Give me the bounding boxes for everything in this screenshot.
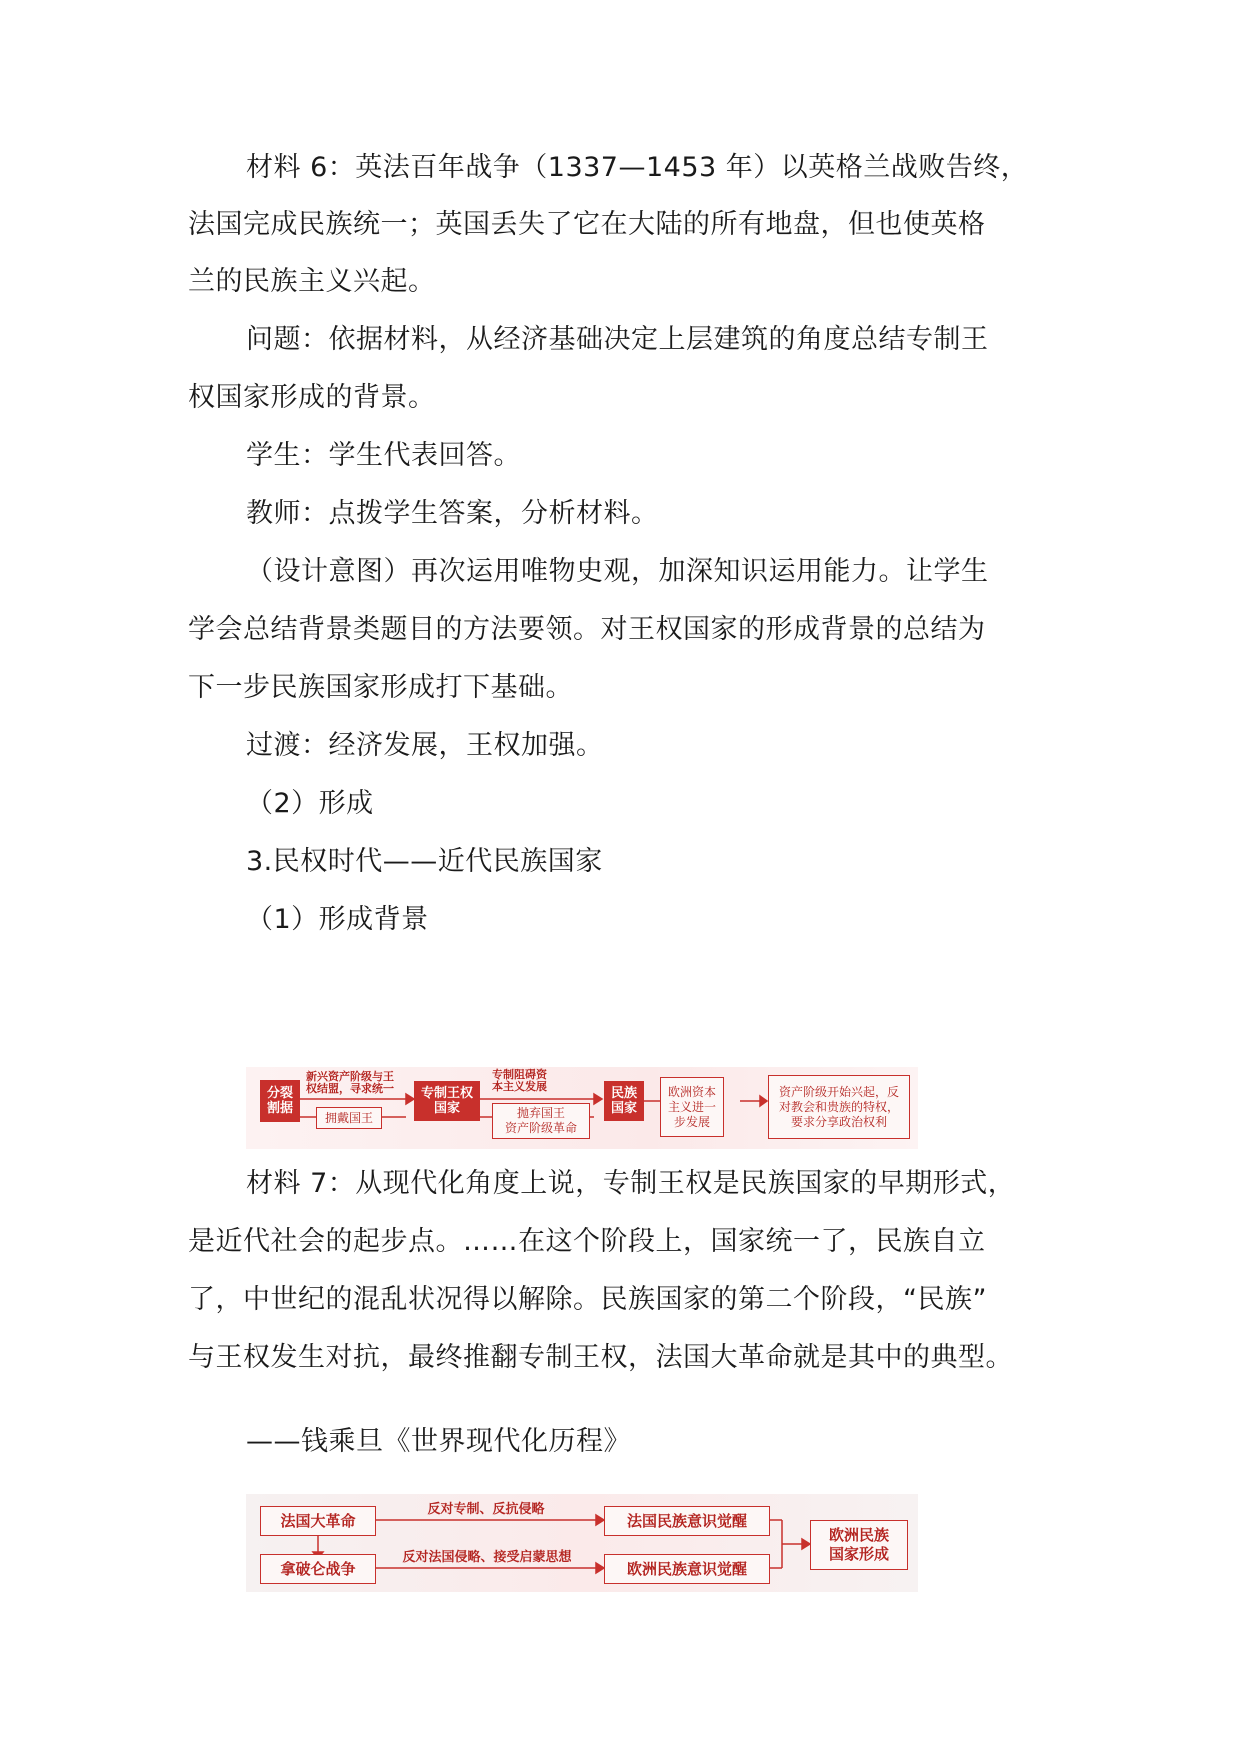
box-fragmentation: 分裂 割据: [260, 1080, 300, 1122]
material-7-line-4: 与王权发生对抗，最终推翻专制王权，法国大革命就是其中的典型。: [188, 1342, 1013, 1373]
heading-section-3: 3.民权时代——近代民族国家: [246, 846, 603, 877]
flow-diagram-2: [246, 1494, 918, 1592]
citation-line: ——钱乘旦《世界现代化历程》: [246, 1426, 631, 1457]
question-line-1: 问题：依据材料，从经济基础决定上层建筑的角度总结专制王: [246, 324, 989, 355]
box-napoleonic-wars: 拿破仑战争: [260, 1554, 376, 1584]
box-bourgeois-rise: 资产阶级开始兴起，反 对教会和贵族的特权， 要求分享政治权利: [768, 1075, 910, 1139]
design-intent-line-3: 下一步民族国家形成打下基础。: [188, 672, 573, 703]
label-hinder-capitalism: 专制阻碍资 本主义发展: [492, 1068, 547, 1093]
flow-diagram-1: [246, 1067, 918, 1149]
box-capitalism-development: 欧洲资本 主义进一 步发展: [660, 1077, 724, 1137]
box-european-national-awakening: 欧洲民族意识觉醒: [604, 1554, 770, 1584]
box-abandon-king: 抛弃国王 资产阶级革命: [492, 1103, 590, 1139]
transition-line: 过渡：经济发展，王权加强。: [246, 730, 604, 761]
material-6-line-2: 法国完成民族统一；英国丢失了它在大陆的所有地盘，但也使英格: [188, 209, 986, 240]
box-french-national-awakening: 法国民族意识觉醒: [604, 1506, 770, 1536]
heading-formation: （2）形成: [246, 788, 374, 819]
design-intent-line-2: 学会总结背景类题目的方法要领。对王权国家的形成背景的总结为: [188, 614, 986, 645]
box-absolute-monarchy: 专制王权 国家: [414, 1081, 480, 1121]
box-french-revolution: 法国大革命: [260, 1506, 376, 1536]
box-nation-state: 民族 国家: [604, 1081, 644, 1121]
box-european-nation-states: 欧洲民族 国家形成: [810, 1520, 908, 1570]
design-intent-line-1: （设计意图）再次运用唯物史观，加深知识运用能力。让学生: [246, 556, 989, 587]
student-line: 学生：学生代表回答。: [246, 440, 521, 471]
material-7-line-2: 是近代社会的起步点。……在这个阶段上，国家统一了，民族自立: [188, 1226, 986, 1257]
material-6-line-1: 材料 6：英法百年战争（1337—1453 年）以英格兰战败告终，: [246, 152, 1029, 183]
label-oppose-french-invasion: 反对法国侵略、接受启蒙思想: [402, 1550, 572, 1565]
teacher-line: 教师：点拨学生答案，分析材料。: [246, 498, 659, 529]
material-7-line-3: 了，中世纪的混乱状况得以解除。民族国家的第二个阶段，“民族”: [188, 1284, 987, 1315]
material-7-line-1: 材料 7：从现代化角度上说，专制王权是民族国家的早期形式，: [246, 1168, 1016, 1199]
material-6-line-3: 兰的民族主义兴起。: [188, 266, 436, 297]
heading-background: （1）形成背景: [246, 904, 429, 935]
box-support-king: 拥戴国王: [316, 1107, 382, 1129]
label-oppose-autocracy: 反对专制、反抗侵略: [427, 1502, 545, 1517]
label-bourgeois-alliance: 新兴资产阶级与王 权结盟，寻求统一: [306, 1070, 394, 1095]
question-line-2: 权国家形成的背景。: [188, 382, 436, 413]
